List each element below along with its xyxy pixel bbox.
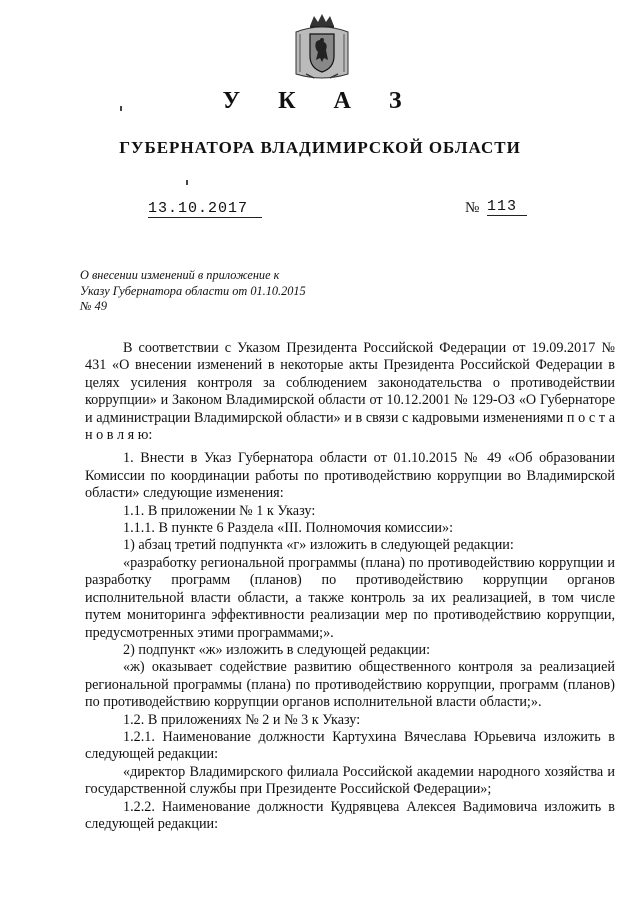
document-date: 13.10.2017	[148, 200, 262, 218]
paragraph-item-1-2-2: 1.2.2. Наименование должности Кудрявцева Алексея Вадимовича изложить в следующей редакции:	[85, 798, 615, 832]
scan-mark	[186, 180, 188, 185]
paragraph-item-1-2: 1.2. В приложениях № 2 и № 3 к Указу:	[123, 711, 361, 728]
paragraph-quote-1: «разработку региональной программы (плана) по противодействию коррупции и разработку программ (планов) по противодействию коррупции органов исполнительной власти области, а также контроль за их реализацией, в том числе путем мониторинга эффективности реализации мер по противодействию коррупции, предусмотренных этими программами;».	[85, 554, 615, 641]
document-title: У К А З	[222, 88, 418, 114]
coat-of-arms-icon	[290, 12, 354, 82]
paragraph-quote-2: «ж) оказывает содействие развитию общественного контроля за реализацией региональной программы (плана) по противодействию коррупции, программ (планов) по противодействию коррупции органов исполнительной власти области;».	[85, 659, 615, 711]
issuer-title: ГУБЕРНАТОРА ВЛАДИМИРСКОЙ ОБЛАСТИ	[119, 138, 521, 157]
document-number: 113	[487, 198, 527, 216]
number-label: №	[465, 200, 480, 216]
paragraph-quote-3: «директор Владимирского филиала Российской академии народного хозяйства и государственной службы при Президенте Российской Федерации»;	[85, 763, 615, 798]
document-body	[85, 340, 615, 833]
paragraph-subitem-2: 2) подпункт «ж» изложить в следующей редакции:	[123, 641, 431, 658]
scan-mark	[120, 106, 122, 111]
paragraph-item-1-1-1: 1.1.1. В пункте 6 Раздела «III. Полномочия комиссии»:	[123, 520, 454, 537]
paragraph-item-1: 1. Внести в Указ Губернатора области от 01.10.2015 № 49 «Об образовании Комиссии по координации работы по противодействию коррупции во Владимирской области» следующие изменения:	[85, 450, 615, 502]
paragraph-preamble: В соответствии с Указом Президента Российской Федерации от 19.09.2017 № 431 «О внесении изменений в некоторые акты Президента Российской Федерации в целях усиления контроля за соблюдением законодательства о противодействии коррупции» и Законом Владимирской области от 10.12.2001 № 129-ОЗ «О Губернаторе и администрации Владимирской области» и в связи с кадровыми изменениями п о с т а н о в л я ю:	[85, 340, 615, 444]
document-subject: О внесении изменений в приложение к Указу Губернатора области от 01.10.2015 № 49	[80, 268, 306, 313]
paragraph-item-1-1: 1.1. В приложении № 1 к Указу:	[123, 502, 316, 519]
paragraph-subitem-1: 1) абзац третий подпункта «г» изложить в следующей редакции:	[123, 537, 514, 554]
paragraph-item-1-2-1: 1.2.1. Наименование должности Картухина Вячеслава Юрьевича изложить в следующей редакции:	[85, 728, 615, 763]
